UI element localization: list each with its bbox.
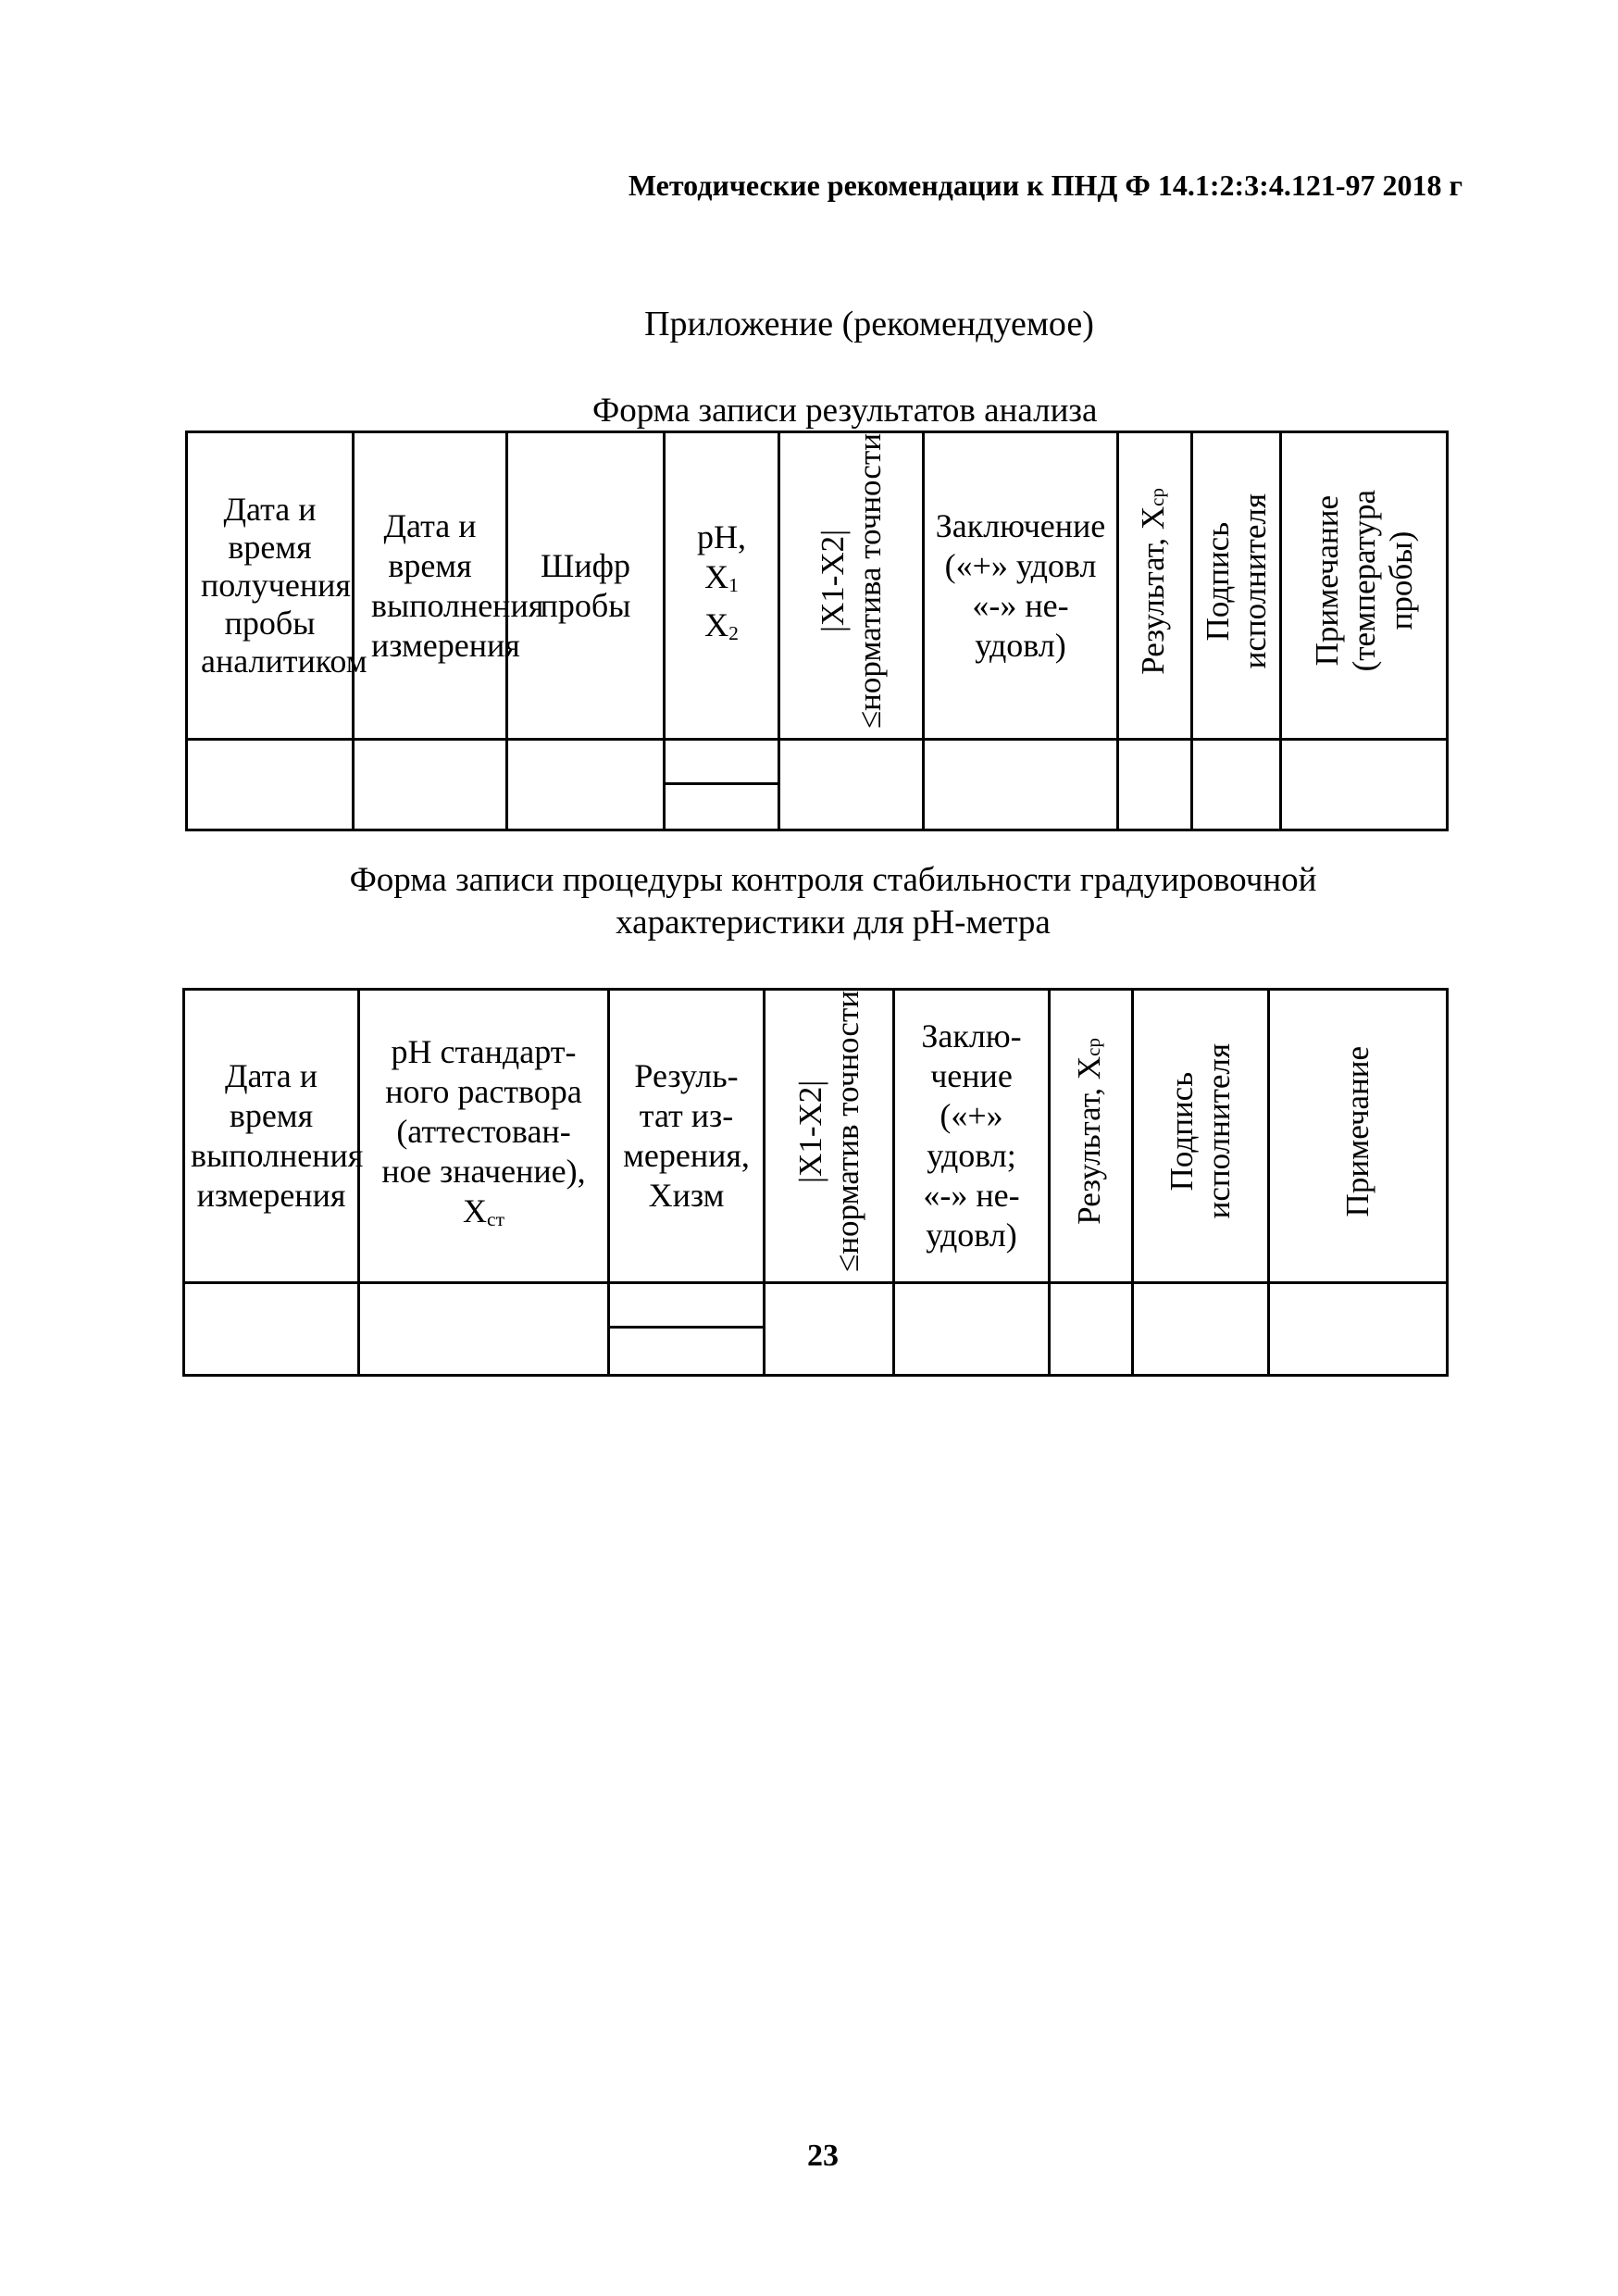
form2-title-line1: Форма записи процедуры контроля стабильности градуировочной — [349, 861, 1317, 899]
form1-col-signature-label: Подпись исполнителя — [1199, 493, 1273, 669]
form1-col-ph-prefix: pH, — [697, 518, 746, 556]
form1-col-signature — [1192, 432, 1281, 740]
form2-col-ph-standard-label: pH стандарт-ного раствора (аттестован-ное значение), $X_{ст}$ — [381, 1032, 586, 1230]
form2-title — [185, 859, 1481, 944]
form1-data-row — [187, 740, 1448, 830]
form1-col-abs-diff-label: |X1-X2| ≤норматива точности — [814, 433, 888, 730]
form1-cell[interactable] — [779, 740, 924, 830]
form2-col-measure-datetime — [184, 990, 364, 1283]
form2-cell[interactable] — [1050, 1282, 1133, 1375]
form1-cell[interactable] — [187, 740, 354, 830]
form2-col-signature-label: Подпись исполнителя — [1164, 1043, 1237, 1219]
form2-data-row — [184, 1282, 1448, 1375]
form1-col-note-label: Примечание (температура пробы) — [1308, 490, 1419, 672]
form1-col-conclusion-line3: «-» не- — [972, 586, 1069, 624]
form1-col-result — [1118, 432, 1192, 740]
form1-cell[interactable] — [1281, 740, 1448, 830]
form2-col-ph-standard — [359, 990, 609, 1283]
form2-col-note-label: Примечание — [1339, 1045, 1375, 1217]
form2-col-conclusion — [894, 990, 1050, 1283]
form1-col-conclusion — [924, 432, 1118, 740]
form1-cell[interactable] — [1118, 740, 1192, 830]
form1-col-ph — [665, 432, 779, 740]
form1-col-conclusion-line1: Заключение — [935, 506, 1106, 544]
form1-col-note — [1281, 432, 1448, 740]
running-header: Методические рекомендации к ПНД Ф 14.1:2:3:4.121-97 2018 г — [628, 168, 1462, 202]
form1-col-result-label: Результат, $X_{ср}$ — [1134, 487, 1171, 675]
form1-cell[interactable] — [354, 740, 507, 830]
form1-col-receipt-datetime-label: Дата и время получения пробы аналитиком — [201, 491, 367, 680]
form1-title: Форма записи результатов анализа — [592, 392, 1098, 430]
form1-col-measure-datetime-label: Дата и время выполнения измерения — [371, 506, 544, 664]
form1-col-sample-code-label: Шифр пробы — [540, 546, 631, 624]
form1-table — [185, 430, 1449, 831]
form1-col-conclusion-line4: удовл) — [975, 626, 1066, 664]
form2-cell[interactable] — [1269, 1282, 1448, 1375]
form1-cell[interactable] — [1192, 740, 1281, 830]
appendix-title: Приложение (рекомендуемое) — [644, 305, 1094, 343]
form1-col-ph-x1: $X_1$ — [704, 558, 739, 597]
form2-cell[interactable] — [894, 1282, 1050, 1375]
form2-col-abs-diff — [765, 990, 894, 1283]
form1-header-row — [187, 432, 1448, 740]
form2-cell[interactable] — [359, 1282, 609, 1375]
form2-cell-split[interactable] — [609, 1282, 765, 1375]
form2-table — [182, 988, 1449, 1377]
form1-cell-split[interactable] — [665, 740, 779, 830]
form2-col-result-label: Результат, $X_{ср}$ — [1070, 1038, 1107, 1225]
form2-title-line2: характеристики для pH-метра — [616, 904, 1051, 942]
form1-cell[interactable] — [924, 740, 1118, 830]
form1-col-conclusion-line2: («+» удовл — [944, 546, 1097, 584]
form2-cell[interactable] — [1133, 1282, 1269, 1375]
form2-col-result-measure-label: Резуль-тат из-мерения, Хизм — [623, 1056, 750, 1214]
form1-col-measure-datetime — [354, 432, 544, 740]
form2-col-result — [1050, 990, 1133, 1283]
form2-col-abs-diff-label: |X1-X2| ≤норматив точности — [791, 991, 865, 1272]
form1-col-receipt-datetime — [187, 432, 367, 740]
form1-col-sample-code — [507, 432, 665, 740]
form2-col-note — [1269, 990, 1448, 1283]
form2-cell[interactable] — [184, 1282, 359, 1375]
form1-col-ph-x2: $X_2$ — [704, 606, 739, 645]
form2-col-result-measure — [609, 990, 765, 1283]
page-number: 23 — [807, 2139, 839, 2173]
form2-cell[interactable] — [765, 1282, 894, 1375]
form2-col-signature — [1133, 990, 1269, 1283]
form2-col-measure-datetime-label: Дата и время выполнения измерения — [191, 1056, 364, 1214]
form1-col-abs-diff — [779, 432, 924, 740]
form1-cell[interactable] — [507, 740, 665, 830]
form2-col-conclusion-label: Заклю-чение («+» удовл; «-» не-удовл) — [921, 1017, 1022, 1254]
form2-header-row — [184, 990, 1448, 1283]
